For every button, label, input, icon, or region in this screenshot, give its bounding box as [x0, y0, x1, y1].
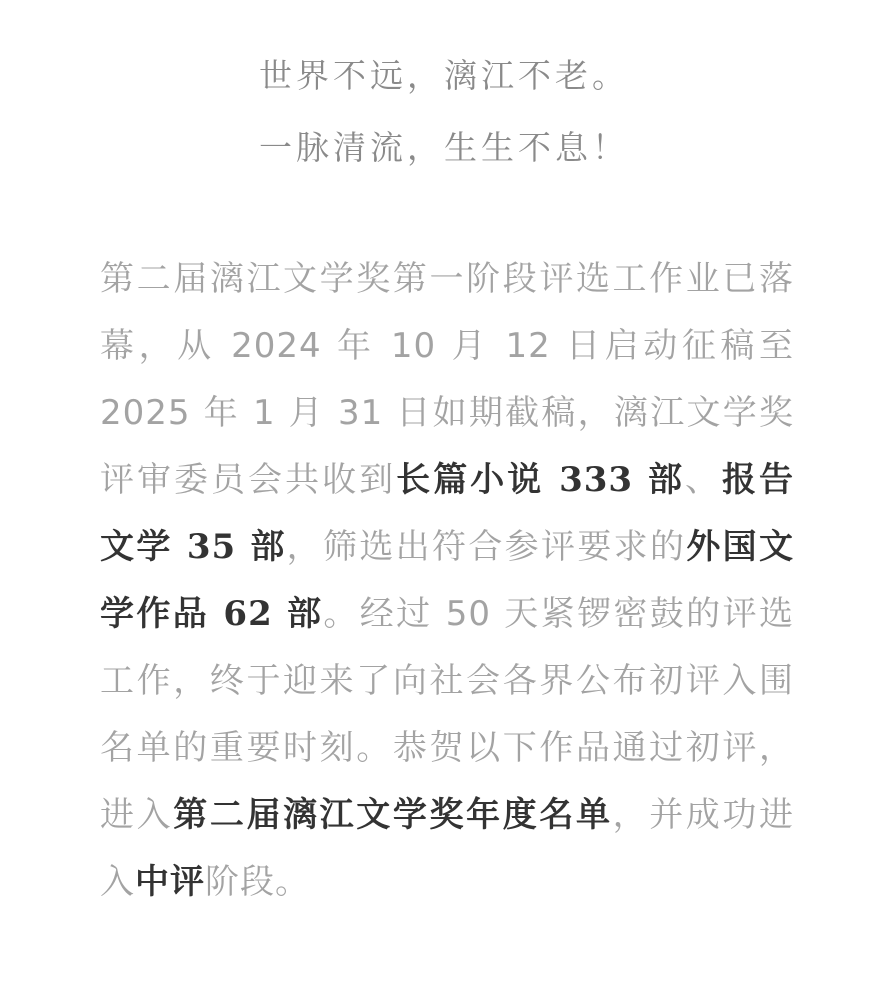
text-segment: 第二届漓江文学奖第一阶段评选工作业已落幕，从 2024 年 10 月 12 日启动征稿至 2025 年 1 月 31 日如期截稿，漓江文学奖评审委员会共收到	[100, 259, 794, 500]
highlight-mid-review: 中评	[135, 862, 205, 902]
highlight-reportage-count: 报告文学 35 部	[100, 460, 795, 567]
announcement-paragraph	[100, 246, 794, 916]
text-segment: 阶段。	[205, 862, 310, 902]
text-segment: 、	[684, 460, 722, 500]
text-segment: 。经过 50 天紧锣密鼓的评选工作，终于迎来了向社会各界公布初评入围名单的重要时刻。恭贺以下作品通过初评，进入	[100, 594, 794, 835]
text-segment: ，筛选出符合参评要求的	[286, 527, 687, 567]
text-segment: ，并成功进入	[100, 795, 795, 902]
highlight-novels-count: 长篇小说 333 部	[396, 460, 685, 500]
highlight-annual-list: 第二届漓江文学奖年度名单	[173, 795, 613, 835]
highlight-foreign-works-count: 外国文学作品 62 部	[100, 527, 794, 634]
motto-line-1: 世界不远，漓江不老。	[259, 56, 629, 95]
motto-line-2: 一脉清流，生生不息！	[259, 128, 629, 167]
